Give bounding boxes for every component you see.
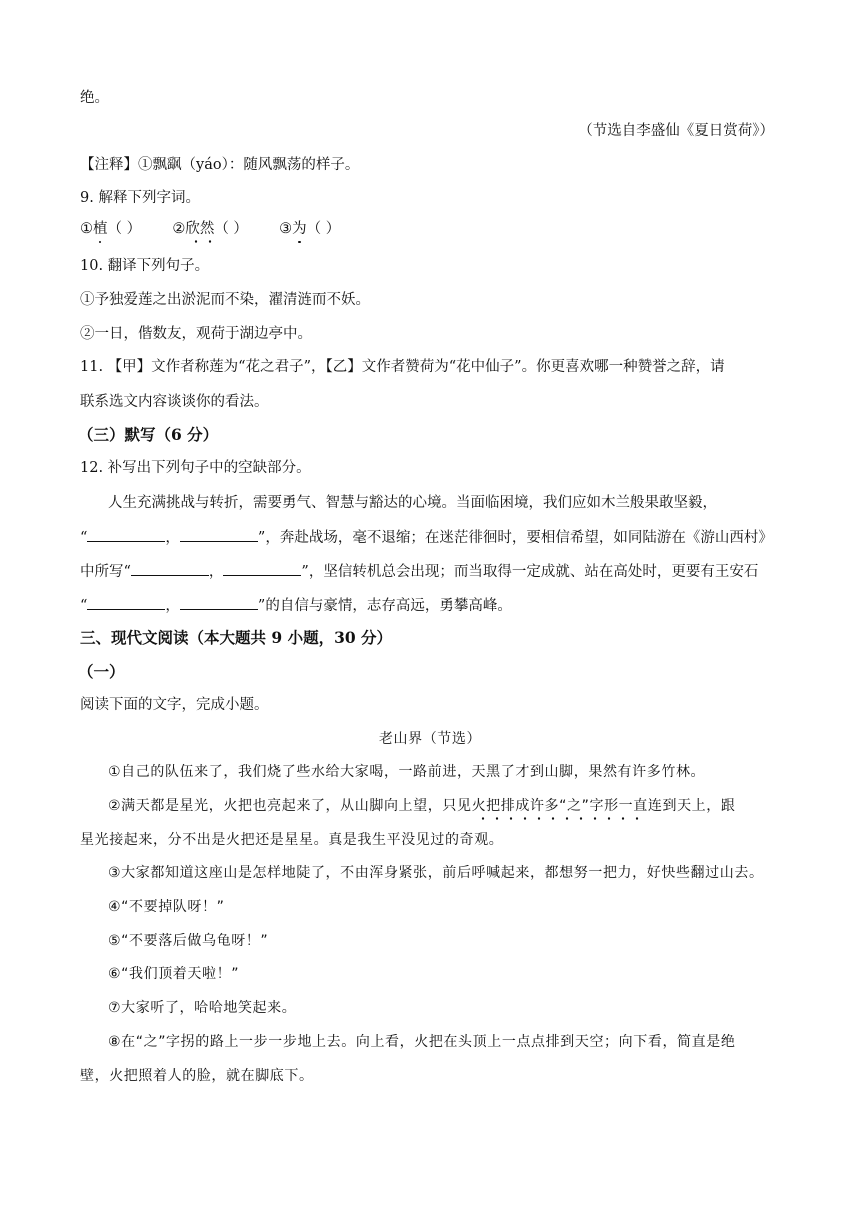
question-10-stem: 10. 翻译下列句子。 (80, 258, 210, 274)
subsection-1-heading: （一） (78, 662, 125, 681)
blank-6 (180, 595, 258, 610)
q9-item-1: ①植（ ） (80, 221, 142, 237)
question-12-stem: 12. 补写出下列句子中的空缺部分。 (80, 460, 311, 476)
question-12-line-4: “ ， ”的自信与豪情，志存高远，勇攀高峰。 (80, 595, 512, 616)
question-12-line-2: “ ， ”，奔赴战场，毫不退缩；在迷茫徘徊时，要相信希望，如同陆游在《游山西村》 (80, 527, 773, 548)
question-12-line-1: 人生充满挑战与转折，需要勇气、智慧与豁达的心境。当面临困境，我们应如木兰般果敢坚毅， (108, 495, 717, 511)
article-title: 老山界（节选） (378, 731, 482, 747)
blank-3 (131, 561, 209, 576)
article-paragraph-4: ④“不要掉队呀！” (108, 899, 225, 915)
section-3-heading: （三）默写（6 分） (78, 425, 219, 444)
question-12-line-3: 中所写“ ， ”，坚信转机总会出现；而当取得一定成就、站在高处时，更要有王安石 (80, 561, 758, 582)
article-paragraph-2-cont: 星光接起来，分不出是火把还是星星。真是我生平没见过的奇观。 (80, 832, 504, 848)
question-11-line-2: 联系选文内容谈谈你的看法。 (80, 394, 269, 410)
q9-item-3: ③为（ ） (279, 221, 341, 237)
dotted-phrase: 火把排成许多“之”字形一直 (471, 798, 648, 814)
blank-1 (87, 527, 165, 542)
question-9-stem: 9. 解释下列字词。 (80, 190, 200, 206)
article-paragraph-7: ⑦大家听了，哈哈地笑起来。 (108, 1000, 297, 1016)
annotation-note: 【注释】①飘飖（yáo）：随风飘荡的样子。 (80, 157, 360, 173)
article-paragraph-6: ⑥“我们顶着天啦！” (108, 966, 240, 982)
article-paragraph-5: ⑤“不要落后做乌龟呀！” (108, 933, 269, 949)
question-10-sentence-2: ②一日，偕数友，观荷于湖边亭中。 (80, 326, 312, 342)
blank-5 (87, 595, 165, 610)
q9-item-2: ②欣然（ ） (172, 221, 248, 237)
article-paragraph-2: ②满天都是星光，火把也亮起来了，从山脚向上望，只见火把排成许多“之”字形一直连到天上，跟 (108, 798, 736, 814)
question-11-line-1: 11. 【甲】文作者称莲为“花之君子”，【乙】文作者赞荷为“花中仙子”。你更喜欢哪一种赞誉之辞，请 (80, 359, 725, 375)
article-paragraph-3: ③大家都知道这座山是怎样地陡了，不由浑身紧张，前后呼喊起来，都想努一把力，好快些翻过山去。 (108, 865, 764, 881)
article-paragraph-8-cont: 壁，火把照着人的脸，就在脚底下。 (80, 1068, 314, 1084)
blank-4 (223, 561, 301, 576)
source-citation: （节选自李盛仙《夏日赏荷》） (578, 123, 774, 139)
reading-instruction: 阅读下面的文字，完成小题。 (80, 697, 269, 713)
part-3-heading: 三、现代文阅读（本大题共 9 小题，30 分） (80, 628, 393, 647)
blank-2 (180, 527, 258, 542)
prev-paragraph-end: 绝。 (80, 90, 109, 106)
question-10-sentence-1: ①予独爱莲之出淤泥而不染，濯清涟而不妖。 (80, 292, 370, 308)
article-paragraph-8: ⑧在“之”字拐的路上一步一步地上去。向上看，火把在头顶上一点点排到天空；向下看，简直是绝 (108, 1034, 736, 1050)
article-paragraph-1: ①自己的队伍来了，我们烧了些水给大家喝，一路前进，天黑了才到山脚，果然有许多竹林。 (108, 764, 706, 780)
question-9-items (80, 219, 340, 239)
